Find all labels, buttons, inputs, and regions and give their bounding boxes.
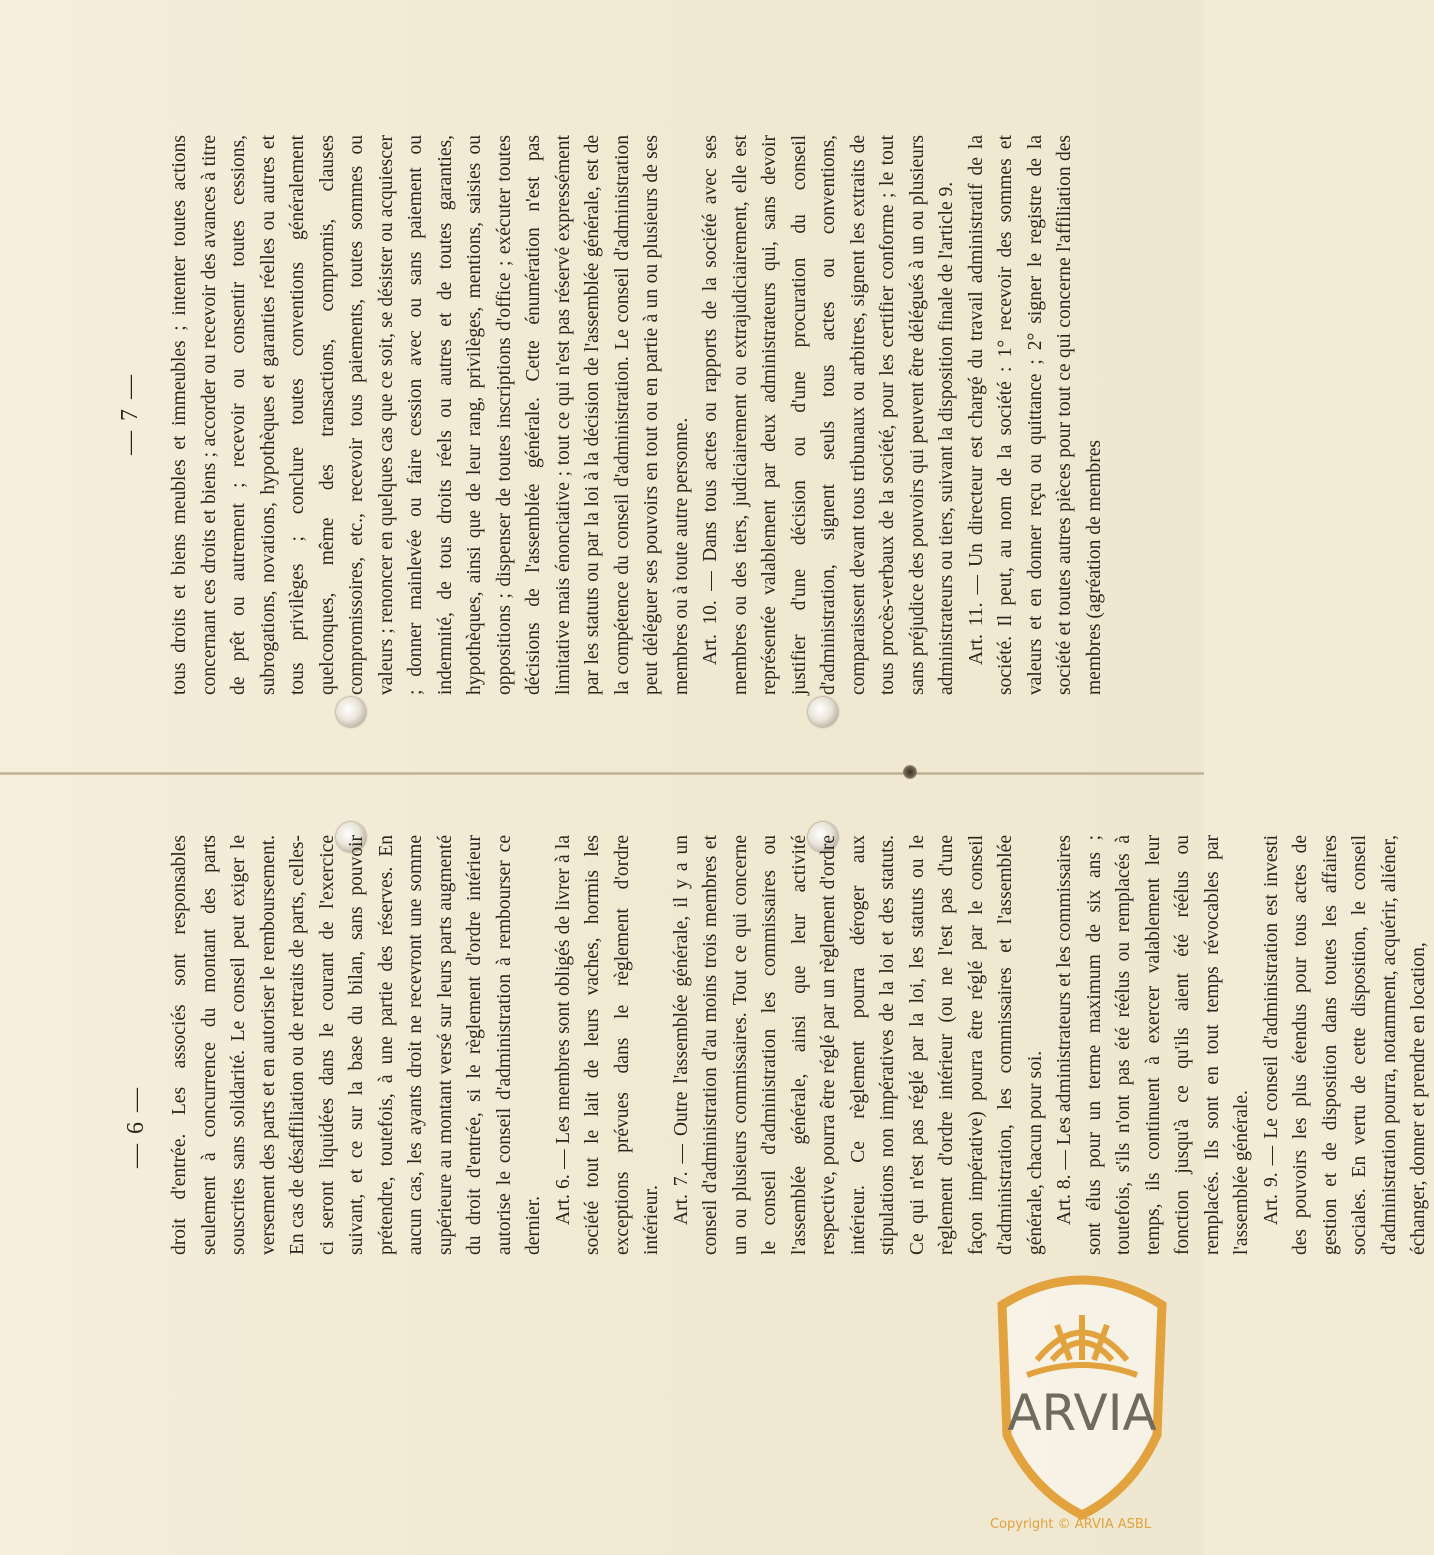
page-fold: [0, 772, 1204, 775]
punch-hole: [336, 697, 366, 727]
paragraph: tous droits et biens meubles et immeubles ; intenter toutes actions concernant ces droits et biens ; accorder ou recevoir des avances à titre de prêt ou autrement ; recevoir ou consentir toutes cessions, subrogations, novations, hypothèques et garanties réelles ou autres et tous privilèges ; conclure toutes conventions généralement quelconques, même des transactions, compromis, clauses compromissoires, etc., recevoir tous paiements, toutes sommes ou valeurs ; renoncer en quelques cas que ce soit, se désister ou acquiescer ; donner mainlevée ou faire cession avec ou sans paiement ou indemnité, de tous droits réels ou autres et de toutes garanties, hypothèques, ainsi que de leur rang, privilèges, mentions, saisies ou oppositions ; dispenser de toutes inscriptions d'office ; exécuter toutes décisions de l'assemblée générale. Cette énumération n'est pas limitative mais énonciative ; tout ce qui n'est pas réservé expressément par les statuts ou par la loi à la décision de l'assemblée générale, est de la compétence du conseil d'administration. Le conseil d'administration peut déléguer ses pouvoirs en tout ou en partie à un ou plusieurs de ses membres ou à toute autre personne.: [169, 135, 692, 695]
page-6-text: [165, 835, 1429, 1255]
paragraph-art-9: Art. 9. — Le conseil d'administration est investi des pouvoirs les plus étendus pour tous actes de gestion et de disposition dans toutes les affaires sociales. En vertu de cette disposition, le conseil d'administration pourra, notamment, acquérir, aliéner, échanger, donner et prendre en location,: [1260, 835, 1429, 1255]
copyright-notice: Copyright © ARVIA ASBL: [990, 1517, 1152, 1532]
arvia-logo-watermark: [982, 1265, 1182, 1525]
paragraph-art-7: Art. 7. — Outre l'assemblée générale, il y a un conseil d'administration d'au moins trois membres et un ou plusieurs commissaires. Tout ce qui concerne le conseil d'administration les commissaires ou l'assemblée générale, ainsi que leur activité respective, pourra être réglé par un règlement d'ordre intérieur. Ce règlement pourra déroger aux stipulations non impératives de la loi et des statuts. Ce qui n'est pas réglé par la loi, les statuts ou le règlement d'ordre intérieur (ou ne l'est pas d'une façon impérative) pourra être réglé par le conseil d'administration, les commissaires et l'assemblée générale, chacun pour soi.: [670, 835, 1046, 1255]
paragraph: droit d'entrée. Les associés sont responsables seulement à concurrence du montant des parts souscrites sans solidarité. Le conseil peut exiger le versement des parts et en autoriser le remboursement. En cas de désaffiliation ou de retraits de parts, celles-ci seront liquidées dans le courant de l'exercice suivant, et ce sur la base du bilan, sans pouvoir prétendre, toutefois, à une partie des réserves. En aucun cas, les ayants droit ne recevront une somme supérieure au montant versé sur leurs parts augmenté du droit d'entrée, si le règlement d'ordre intérieur autorise le conseil d'administration à rembourser ce dernier.: [169, 835, 544, 1255]
paragraph-art-10: Art. 10. — Dans tous actes ou rapports de la société avec ses membres ou des tiers, judiciairement ou extrajudiciairement, elle est représentée valablement par deux administrateurs qui, sans devoir justifier d'une décision ou d'une procuration du conseil d'administration, signent seuls tous actes ou conventions, comparaissent devant tous tribunaux ou arbitres, signent les extraits de tous procès-verbaux de la société, pour les certifier conforme ; le tout sans préjudice des pouvoirs qui peuvent être délégués à un ou plusieurs administrateurs ou tiers, suivant la disposition finale de l'article 9.: [700, 135, 957, 695]
punch-hole: [808, 697, 838, 727]
paragraph-art-6: Art. 6. — Les membres sont obligés de livrer à la société tout le lait de leurs vaches, hormis les exceptions prévues dans le règlement d'ordre intérieur.: [552, 835, 662, 1255]
logo-text: ARVIA: [1007, 1384, 1157, 1442]
page-7-text: [165, 135, 1105, 695]
paper-spot: [903, 765, 917, 779]
page-number-7: — 7 —: [117, 373, 143, 455]
paragraph-art-8: Art. 8. — Les administrateurs et les commissaires sont élus pour un terme maximum de six ans ; toutefois, s'ils n'ont pas été réélus ou remplacés à temps, ils continuent à exercer valablement leur fonction jusqu'à ce qu'ils aient été réélus ou remplacés. Ils sont en tout temps révocables par l'assemblée générale.: [1054, 835, 1252, 1255]
paragraph-art-11: Art. 11. — Un directeur est chargé du travail administratif de la société. Il peut, au nom de la société : 1° recevoir des sommes et valeurs et en donner reçu ou quittance ; 2° signer le registre de la société et toutes autres pièces pour tout ce qui concerne l'affiliation des membres (agréation de membres: [965, 135, 1105, 695]
page-number-6: — 6 —: [123, 1086, 149, 1168]
